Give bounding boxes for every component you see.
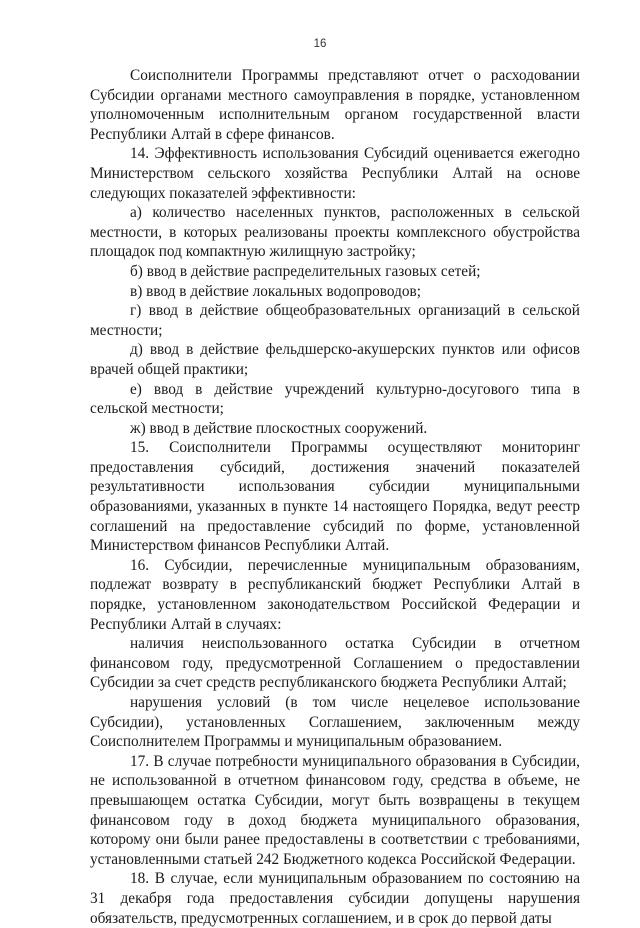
paragraph-7: д) ввод в действие фельдшерско-акушерских пунктов или офисов врачей общей практики; [90, 341, 580, 378]
paragraph-6: г) ввод в действие общеобразовательных организаций в сельской местности; [90, 302, 580, 339]
paragraph-8: е) ввод в действие учреждений культурно-досугового типа в сельской местности; [90, 380, 580, 418]
paragraph-15: 18. В случае, если муниципальным образованием по состоянию на 31 декабря года предоставления субсидии допущены нарушения обязательств, предусмотренных соглашением, и в срок до первой даты [90, 870, 580, 927]
paragraph-13: нарушения условий (в том числе нецелевое использование Субсидии), установленных Соглашением, заключенным между Соисполнителем Программы и муниципальным образованием. [90, 694, 580, 751]
page-number: 16 [313, 38, 327, 50]
paragraph-5: в) ввод в действие локальных водопроводов; [130, 282, 422, 300]
paragraph-1: Соисполнители Программы представляют отчет о расходовании Субсидии органами местного самоуправления в порядке, установленном уполномоченным исполнительным органом государственной власти Республики Алтай в сфере финансов. [90, 67, 580, 143]
paragraph-3: а) количество населенных пунктов, расположенных в сельской местности, в которых реализованы проекты комплексного обустройства площадок под компактную жилищную застройку; [90, 204, 580, 261]
paragraph-2: 14. Эффективность использования Субсидий оценивается ежегодно Министерством сельского хозяйства Республики Алтай на основе следующих показателей эффективности: [90, 145, 580, 202]
paragraph-10: 15. Соисполнители Программы осуществляют мониторинг предоставления субсидий, достижения значений показателей результативности использования субсидии муниципальными образованиями, указанных в пункте 14 настоящего Порядка, ведут реестр соглашений на предоставление субсидий по форме, установленной Министерством финансов Республики Алтай. [90, 439, 580, 555]
paragraph-4: б) ввод в действие распределительных газовых сетей; [130, 262, 481, 280]
paragraph-14: 17. В случае потребности муниципального образования в Субсидии, не использованной в отчетном финансовом году, средства в объеме, не превышающем остатка Субсидии, могут быть возвращены в текущем финансовом году в доход бюджета муниципального образования, которому они были ранее предоставлены в соответствии с требованиями, установленными статьей 242 Бюджетного кодекса Российской Федерации. [90, 752, 580, 868]
paragraph-11: 16. Субсидии, перечисленные муниципальным образованиям, подлежат возврату в республиканский бюджет Республики Алтай в порядке, установленном законодательством Российской Федерации и Республики Алтай в случаях: [90, 556, 580, 633]
paragraph-12: наличия неиспользованного остатка Субсидии в отчетном финансовом году, предусмотренной Соглашением о предоставлении Субсидии за счет средств республиканского бюджета Республики Алтай; [90, 635, 580, 692]
paragraph-9: ж) ввод в действие плоскостных сооружений. [130, 419, 428, 437]
document-body [90, 66, 580, 928]
